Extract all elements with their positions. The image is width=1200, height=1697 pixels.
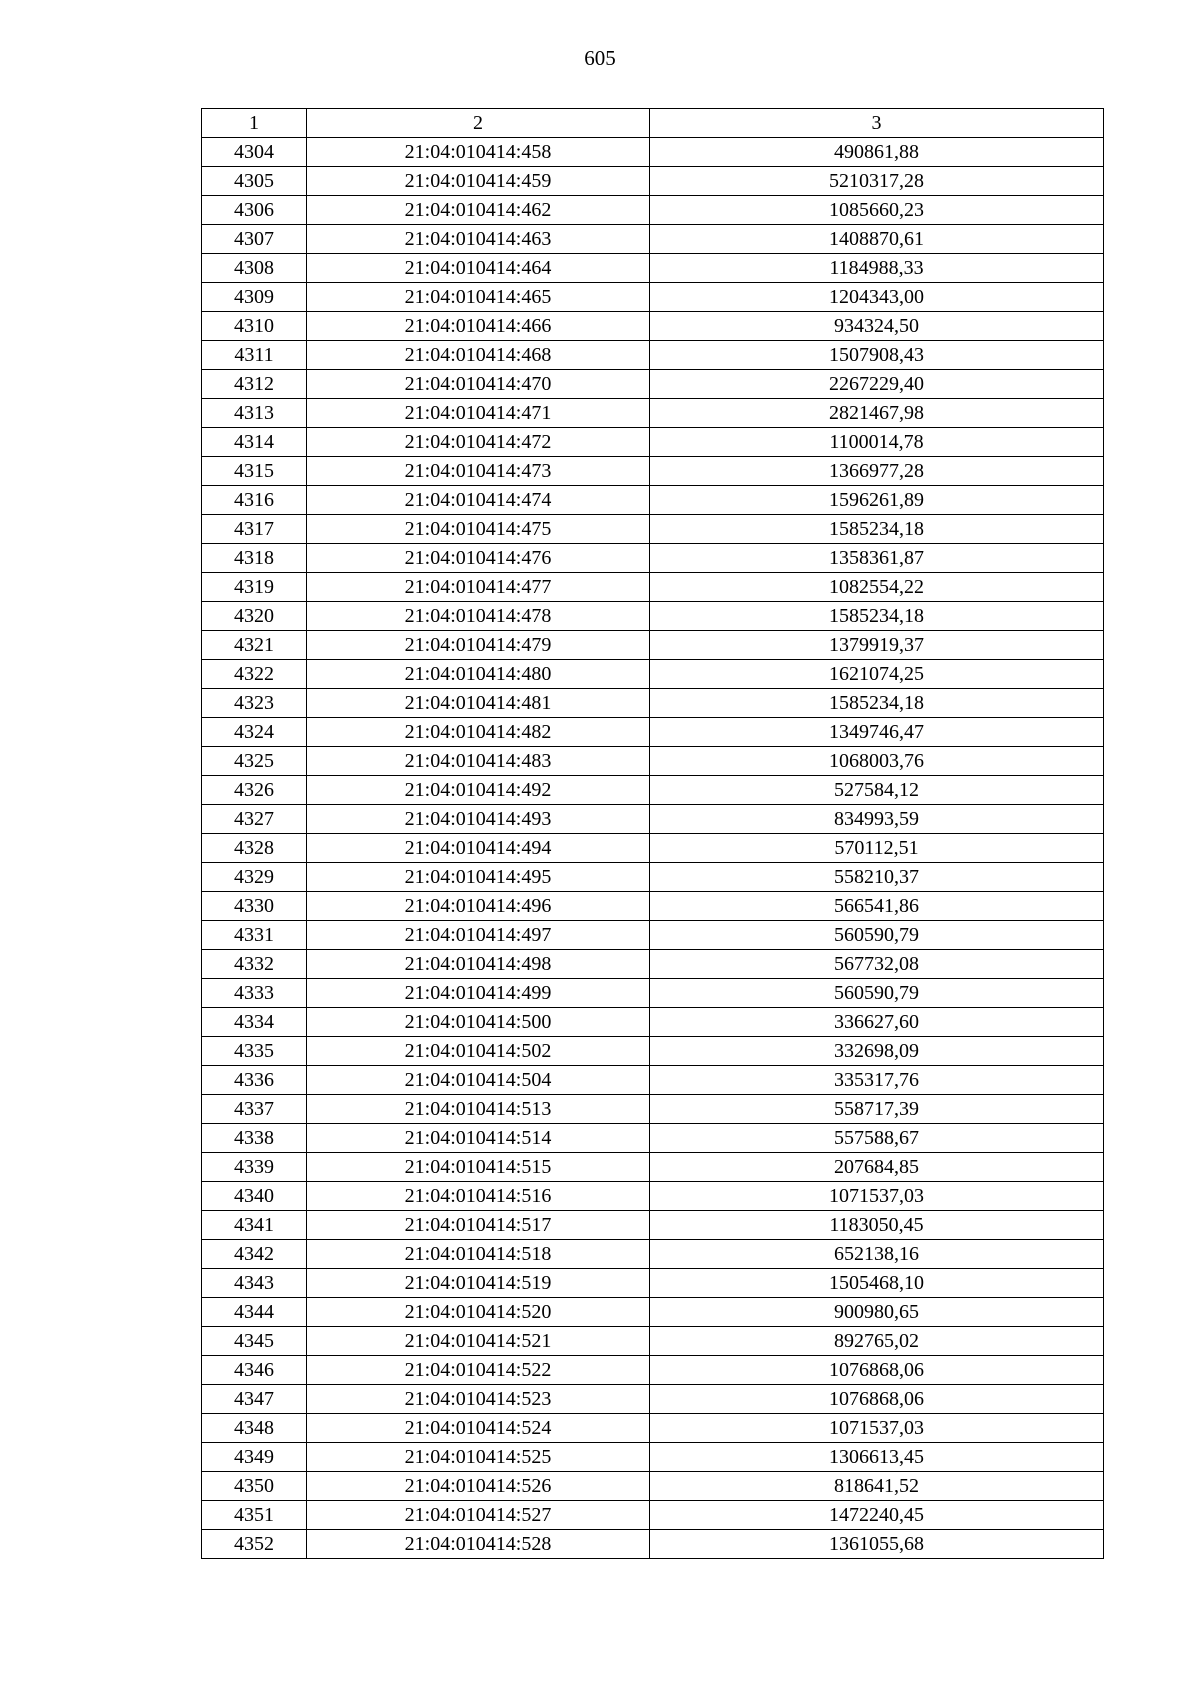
row-number-cell: 4326 — [202, 776, 307, 805]
cadastral-number-cell: 21:04:010414:499 — [307, 979, 650, 1008]
value-cell: 1071537,03 — [650, 1414, 1104, 1443]
cadastral-number-cell: 21:04:010414:496 — [307, 892, 650, 921]
cadastral-number-cell: 21:04:010414:480 — [307, 660, 650, 689]
table-row — [202, 1298, 1104, 1327]
cadastral-number-cell: 21:04:010414:527 — [307, 1501, 650, 1530]
row-number-cell: 4339 — [202, 1153, 307, 1182]
table-row — [202, 1501, 1104, 1530]
row-number-cell: 4305 — [202, 167, 307, 196]
value-cell: 1183050,45 — [650, 1211, 1104, 1240]
table-row — [202, 1211, 1104, 1240]
table-row — [202, 602, 1104, 631]
value-cell: 560590,79 — [650, 921, 1104, 950]
table-row — [202, 1443, 1104, 1472]
row-number-cell: 4338 — [202, 1124, 307, 1153]
row-number-cell: 4323 — [202, 689, 307, 718]
cadastral-number-cell: 21:04:010414:524 — [307, 1414, 650, 1443]
cadastral-number-cell: 21:04:010414:459 — [307, 167, 650, 196]
table-row — [202, 341, 1104, 370]
table-row — [202, 660, 1104, 689]
table-row — [202, 254, 1104, 283]
value-cell: 558717,39 — [650, 1095, 1104, 1124]
cadastral-number-cell: 21:04:010414:483 — [307, 747, 650, 776]
row-number-cell: 4346 — [202, 1356, 307, 1385]
row-number-cell: 4340 — [202, 1182, 307, 1211]
table-row — [202, 457, 1104, 486]
value-cell: 1076868,06 — [650, 1356, 1104, 1385]
row-number-cell: 4309 — [202, 283, 307, 312]
cadastral-number-cell: 21:04:010414:477 — [307, 573, 650, 602]
value-cell: 2267229,40 — [650, 370, 1104, 399]
table-row — [202, 979, 1104, 1008]
cadastral-number-cell: 21:04:010414:513 — [307, 1095, 650, 1124]
table-row — [202, 689, 1104, 718]
cadastral-number-cell: 21:04:010414:495 — [307, 863, 650, 892]
table-row — [202, 544, 1104, 573]
value-cell: 2821467,98 — [650, 399, 1104, 428]
table-row — [202, 515, 1104, 544]
column-header-3: 3 — [650, 109, 1104, 138]
table-row — [202, 921, 1104, 950]
value-cell: 5210317,28 — [650, 167, 1104, 196]
table-row — [202, 1153, 1104, 1182]
row-number-cell: 4317 — [202, 515, 307, 544]
cadastral-number-cell: 21:04:010414:476 — [307, 544, 650, 573]
cadastral-number-cell: 21:04:010414:498 — [307, 950, 650, 979]
value-cell: 1585234,18 — [650, 515, 1104, 544]
cadastral-number-cell: 21:04:010414:523 — [307, 1385, 650, 1414]
table-row — [202, 312, 1104, 341]
table-row — [202, 1008, 1104, 1037]
value-cell: 1358361,87 — [650, 544, 1104, 573]
table-row — [202, 138, 1104, 167]
cadastral-number-cell: 21:04:010414:514 — [307, 1124, 650, 1153]
cadastral-number-cell: 21:04:010414:517 — [307, 1211, 650, 1240]
row-number-cell: 4313 — [202, 399, 307, 428]
value-cell: 1306613,45 — [650, 1443, 1104, 1472]
row-number-cell: 4335 — [202, 1037, 307, 1066]
data-table — [201, 108, 1104, 1559]
cadastral-number-cell: 21:04:010414:504 — [307, 1066, 650, 1095]
cadastral-number-cell: 21:04:010414:522 — [307, 1356, 650, 1385]
table-row — [202, 1066, 1104, 1095]
value-cell: 934324,50 — [650, 312, 1104, 341]
row-number-cell: 4337 — [202, 1095, 307, 1124]
row-number-cell: 4307 — [202, 225, 307, 254]
row-number-cell: 4314 — [202, 428, 307, 457]
row-number-cell: 4329 — [202, 863, 307, 892]
row-number-cell: 4304 — [202, 138, 307, 167]
value-cell: 1204343,00 — [650, 283, 1104, 312]
table-header-row — [202, 109, 1104, 138]
value-cell: 1349746,47 — [650, 718, 1104, 747]
value-cell: 892765,02 — [650, 1327, 1104, 1356]
table-row — [202, 1095, 1104, 1124]
row-number-cell: 4324 — [202, 718, 307, 747]
cadastral-number-cell: 21:04:010414:465 — [307, 283, 650, 312]
row-number-cell: 4310 — [202, 312, 307, 341]
table-row — [202, 428, 1104, 457]
table-row — [202, 1414, 1104, 1443]
table-row — [202, 283, 1104, 312]
value-cell: 567732,08 — [650, 950, 1104, 979]
row-number-cell: 4315 — [202, 457, 307, 486]
row-number-cell: 4322 — [202, 660, 307, 689]
table-row — [202, 950, 1104, 979]
value-cell: 1366977,28 — [650, 457, 1104, 486]
value-cell: 1076868,06 — [650, 1385, 1104, 1414]
cadastral-number-cell: 21:04:010414:521 — [307, 1327, 650, 1356]
value-cell: 1100014,78 — [650, 428, 1104, 457]
table-row — [202, 370, 1104, 399]
value-cell: 557588,67 — [650, 1124, 1104, 1153]
value-cell: 560590,79 — [650, 979, 1104, 1008]
cadastral-number-cell: 21:04:010414:518 — [307, 1240, 650, 1269]
row-number-cell: 4348 — [202, 1414, 307, 1443]
value-cell: 1071537,03 — [650, 1182, 1104, 1211]
value-cell: 1621074,25 — [650, 660, 1104, 689]
value-cell: 1082554,22 — [650, 573, 1104, 602]
table-row — [202, 892, 1104, 921]
cadastral-number-cell: 21:04:010414:475 — [307, 515, 650, 544]
cadastral-number-cell: 21:04:010414:493 — [307, 805, 650, 834]
row-number-cell: 4347 — [202, 1385, 307, 1414]
column-header-1: 1 — [202, 109, 307, 138]
cadastral-number-cell: 21:04:010414:458 — [307, 138, 650, 167]
value-cell: 834993,59 — [650, 805, 1104, 834]
row-number-cell: 4352 — [202, 1530, 307, 1559]
row-number-cell: 4325 — [202, 747, 307, 776]
cadastral-number-cell: 21:04:010414:481 — [307, 689, 650, 718]
cadastral-number-cell: 21:04:010414:497 — [307, 921, 650, 950]
table-row — [202, 776, 1104, 805]
row-number-cell: 4351 — [202, 1501, 307, 1530]
cadastral-number-cell: 21:04:010414:502 — [307, 1037, 650, 1066]
row-number-cell: 4336 — [202, 1066, 307, 1095]
cadastral-number-cell: 21:04:010414:519 — [307, 1269, 650, 1298]
value-cell: 527584,12 — [650, 776, 1104, 805]
row-number-cell: 4308 — [202, 254, 307, 283]
page-number: 605 — [584, 46, 616, 70]
row-number-cell: 4334 — [202, 1008, 307, 1037]
value-cell: 1596261,89 — [650, 486, 1104, 515]
value-cell: 1505468,10 — [650, 1269, 1104, 1298]
table-row — [202, 834, 1104, 863]
cadastral-number-cell: 21:04:010414:462 — [307, 196, 650, 225]
value-cell: 1585234,18 — [650, 602, 1104, 631]
row-number-cell: 4330 — [202, 892, 307, 921]
cadastral-number-cell: 21:04:010414:471 — [307, 399, 650, 428]
table-row — [202, 1385, 1104, 1414]
cadastral-number-cell: 21:04:010414:468 — [307, 341, 650, 370]
cadastral-number-cell: 21:04:010414:500 — [307, 1008, 650, 1037]
row-number-cell: 4311 — [202, 341, 307, 370]
table-row — [202, 805, 1104, 834]
table-row — [202, 573, 1104, 602]
row-number-cell: 4319 — [202, 573, 307, 602]
cadastral-number-cell: 21:04:010414:494 — [307, 834, 650, 863]
value-cell: 332698,09 — [650, 1037, 1104, 1066]
row-number-cell: 4342 — [202, 1240, 307, 1269]
cadastral-number-cell: 21:04:010414:464 — [307, 254, 650, 283]
cadastral-number-cell: 21:04:010414:525 — [307, 1443, 650, 1472]
row-number-cell: 4344 — [202, 1298, 307, 1327]
value-cell: 490861,88 — [650, 138, 1104, 167]
table-row — [202, 1124, 1104, 1153]
value-cell: 1472240,45 — [650, 1501, 1104, 1530]
row-number-cell: 4318 — [202, 544, 307, 573]
table-body — [202, 138, 1104, 1559]
row-number-cell: 4332 — [202, 950, 307, 979]
cadastral-number-cell: 21:04:010414:478 — [307, 602, 650, 631]
value-cell: 1184988,33 — [650, 254, 1104, 283]
value-cell: 1408870,61 — [650, 225, 1104, 254]
cadastral-number-cell: 21:04:010414:520 — [307, 1298, 650, 1327]
table-row — [202, 1240, 1104, 1269]
cadastral-number-cell: 21:04:010414:472 — [307, 428, 650, 457]
value-cell: 558210,37 — [650, 863, 1104, 892]
cadastral-number-cell: 21:04:010414:516 — [307, 1182, 650, 1211]
value-cell: 1085660,23 — [650, 196, 1104, 225]
table-row — [202, 1182, 1104, 1211]
cadastral-number-cell: 21:04:010414:470 — [307, 370, 650, 399]
value-cell: 1585234,18 — [650, 689, 1104, 718]
value-cell: 1068003,76 — [650, 747, 1104, 776]
table-row — [202, 863, 1104, 892]
table-row — [202, 167, 1104, 196]
value-cell: 570112,51 — [650, 834, 1104, 863]
value-cell: 335317,76 — [650, 1066, 1104, 1095]
cadastral-number-cell: 21:04:010414:526 — [307, 1472, 650, 1501]
row-number-cell: 4350 — [202, 1472, 307, 1501]
table-row — [202, 196, 1104, 225]
value-cell: 900980,65 — [650, 1298, 1104, 1327]
table-row — [202, 1037, 1104, 1066]
table-row — [202, 1530, 1104, 1559]
table-row — [202, 747, 1104, 776]
cadastral-number-cell: 21:04:010414:482 — [307, 718, 650, 747]
row-number-cell: 4333 — [202, 979, 307, 1008]
row-number-cell: 4349 — [202, 1443, 307, 1472]
table-row — [202, 718, 1104, 747]
row-number-cell: 4341 — [202, 1211, 307, 1240]
table-row — [202, 631, 1104, 660]
table-row — [202, 1327, 1104, 1356]
value-cell: 336627,60 — [650, 1008, 1104, 1037]
value-cell: 1379919,37 — [650, 631, 1104, 660]
row-number-cell: 4320 — [202, 602, 307, 631]
row-number-cell: 4331 — [202, 921, 307, 950]
cadastral-number-cell: 21:04:010414:466 — [307, 312, 650, 341]
row-number-cell: 4328 — [202, 834, 307, 863]
cadastral-number-cell: 21:04:010414:515 — [307, 1153, 650, 1182]
value-cell: 652138,16 — [650, 1240, 1104, 1269]
table-row — [202, 399, 1104, 428]
table-row — [202, 1269, 1104, 1298]
row-number-cell: 4327 — [202, 805, 307, 834]
cadastral-number-cell: 21:04:010414:474 — [307, 486, 650, 515]
value-cell: 1361055,68 — [650, 1530, 1104, 1559]
table-row — [202, 225, 1104, 254]
row-number-cell: 4306 — [202, 196, 307, 225]
table-row — [202, 1472, 1104, 1501]
row-number-cell: 4343 — [202, 1269, 307, 1298]
table-row — [202, 486, 1104, 515]
cadastral-number-cell: 21:04:010414:492 — [307, 776, 650, 805]
table-row — [202, 1356, 1104, 1385]
cadastral-number-cell: 21:04:010414:463 — [307, 225, 650, 254]
column-header-2: 2 — [307, 109, 650, 138]
value-cell: 207684,85 — [650, 1153, 1104, 1182]
value-cell: 566541,86 — [650, 892, 1104, 921]
row-number-cell: 4316 — [202, 486, 307, 515]
value-cell: 818641,52 — [650, 1472, 1104, 1501]
cadastral-number-cell: 21:04:010414:479 — [307, 631, 650, 660]
value-cell: 1507908,43 — [650, 341, 1104, 370]
cadastral-number-cell: 21:04:010414:473 — [307, 457, 650, 486]
cadastral-number-cell: 21:04:010414:528 — [307, 1530, 650, 1559]
row-number-cell: 4345 — [202, 1327, 307, 1356]
row-number-cell: 4312 — [202, 370, 307, 399]
row-number-cell: 4321 — [202, 631, 307, 660]
